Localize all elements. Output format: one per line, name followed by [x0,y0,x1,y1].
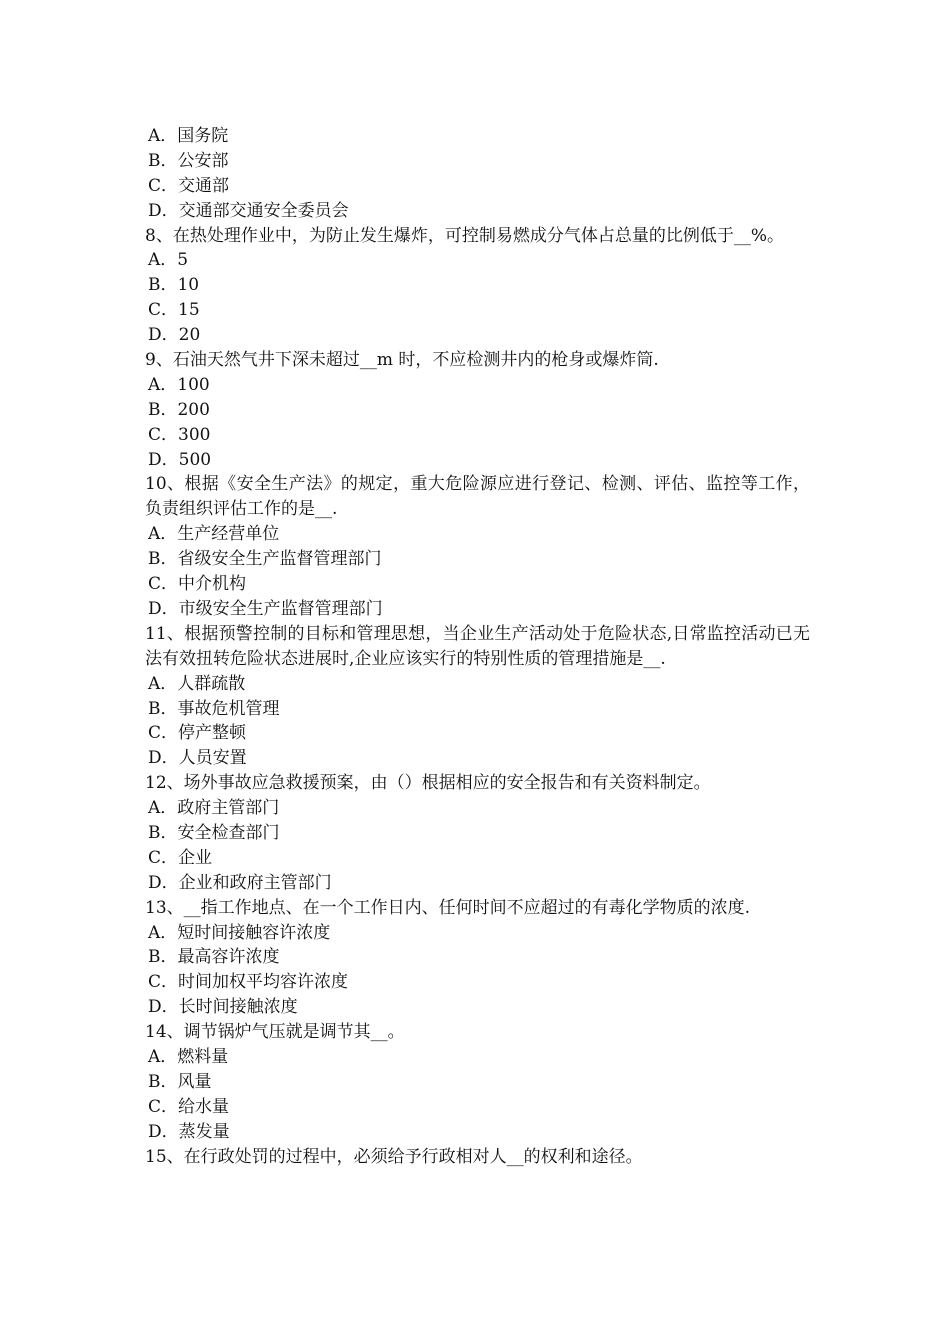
question-11: 11、根据预警控制的目标和管理思想，当企业生产活动处于危险状态,日常监控活动已无法有效扭转危险状态进展时,企业应该实行的特别性质的管理措施是__. [145,623,810,669]
option-d: D．企业和政府主管部门 [148,872,332,893]
option-a: A．政府主管部门 [148,798,280,819]
option-c: C．给水量 [148,1096,230,1117]
option-d: D．蒸发量 [148,1121,230,1142]
question-list [145,124,810,1170]
question-10: 10、根据《安全生产法》的规定，重大危险源应进行登记、检测、评估、监控等工作，负责组织评估工作的是__. [145,474,810,520]
option-b: B．风量 [148,1071,212,1092]
option-b: B．公安部 [148,150,229,171]
option-a: A．人群疏散 [148,673,246,694]
option-b: B．最高容许浓度 [148,947,280,968]
option-c: C．交通部 [148,175,230,196]
option-d: D．长时间接触浓度 [148,997,298,1018]
option-c: C．中介机构 [148,574,247,595]
option-d: D．人员安置 [148,748,247,769]
option-a: A．100 [148,374,210,395]
question-12: 12、场外事故应急救援预案，由（）根据相应的安全报告和有关资料制定。 [145,773,711,794]
option-d: D．500 [148,449,212,470]
option-a: A．短时间接触容许浓度 [148,922,331,943]
option-c: C．停产整顿 [148,723,247,744]
option-b: B．10 [148,275,200,296]
option-a: A．5 [148,250,189,271]
option-b: B．事故危机管理 [148,698,280,719]
option-a: A．生产经营单位 [148,524,280,545]
option-c: C．15 [148,300,200,321]
option-c: C．企业 [148,847,213,868]
question-14: 14、调节锅炉气压就是调节其__。 [145,1022,405,1043]
option-b: B．安全检查部门 [148,823,280,844]
option-b: B．省级安全生产监督管理部门 [148,549,382,570]
question-13: 13、__指工作地点、在一个工作日内、任何时间不应超过的有毒化学物质的浓度. [145,897,751,918]
option-d: D．交通部交通安全委员会 [148,200,349,221]
option-c: C．时间加权平均容许浓度 [148,972,349,993]
option-a: A．国务院 [148,126,229,146]
question-9: 9、石油天然气井下深未超过__m 时，不应检测井内的枪身或爆炸筒. [145,350,659,371]
option-a: A．燃料量 [148,1047,229,1068]
option-d: D．市级安全生产监督管理部门 [148,598,383,619]
option-d: D．20 [148,325,201,346]
option-b: B．200 [148,399,210,420]
question-15: 15、在行政处罚的过程中，必须给予行政相对人__的权利和途径。 [145,1146,643,1167]
option-c: C．300 [148,424,211,445]
question-8: 8、在热处理作业中，为防止发生爆炸，可控制易燃成分气体占总量的比例低于__%。 [145,225,784,246]
